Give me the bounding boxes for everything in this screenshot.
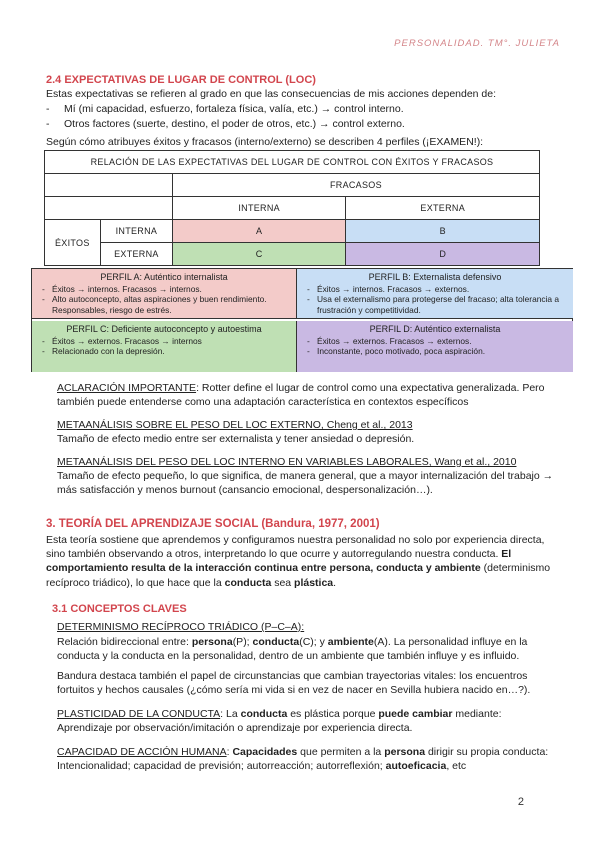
perfiles-grid bbox=[31, 268, 573, 372]
perfil-a-line: - Éxitos → internos. Fracasos → internos. bbox=[40, 284, 288, 295]
perfil-b-box bbox=[297, 269, 573, 319]
cell-perfil-b: B bbox=[346, 220, 540, 243]
meta1-heading: METAANÁLISIS SOBRE EL PESO DEL LOC EXTERNO, Cheng et al., 2013 bbox=[57, 419, 413, 431]
table-header-fracasos: FRACASOS bbox=[172, 174, 539, 197]
table-row-externa: EXTERNA bbox=[100, 243, 172, 266]
perfil-a-line: - Alto autoconcepto, altas aspiraciones y buen rendimiento. Responsables, riesgo de estrés. bbox=[40, 294, 288, 315]
perfil-a-box bbox=[32, 269, 297, 319]
page-number: 2 bbox=[517, 796, 524, 808]
table-title: RELACIÓN DE LAS EXPECTATIVAS DEL LUGAR DE CONTROL CON ÉXITOS Y FRACASOS bbox=[45, 151, 540, 174]
perfil-b-line: - Éxitos → internos. Fracasos → externos. bbox=[305, 284, 565, 295]
meta1-text: Tamaño de efecto medio entre ser externalista y tener ansiedad o depresión. bbox=[57, 433, 415, 445]
meta2-text: Tamaño de efecto pequeño, lo que significa, de manera general, que a mayor internalización del trabajo → más satisfacción y menos burnout (cansancio emocional, despersonalización…). bbox=[57, 470, 554, 497]
loc-relation-table bbox=[44, 150, 540, 266]
perfil-d-title: PERFIL D: Auténtico externalista bbox=[369, 324, 501, 334]
cell-perfil-c: C bbox=[172, 243, 346, 266]
bandura-text: Bandura destaca también el papel de circunstancias que cambian trayectorias vitales: los encuentros fortuitos y hechos causales (¿cómo sería mi vida si en vez de nacer en Sevilla hubiera nacido en…?). bbox=[57, 670, 531, 697]
perfil-b-title: PERFIL B: Externalista defensivo bbox=[368, 272, 502, 282]
section-3-1-title: 3.1 CONCEPTOS CLAVES bbox=[52, 603, 187, 615]
perfil-a-title: PERFIL A: Auténtico internalista bbox=[100, 272, 228, 282]
plasticidad-paragraph: PLASTICIDAD DE LA CONDUCTA: La conducta es plástica porque puede cambiar mediante: Aprendizaje por observación/imitación o aprendizaje por experiencia directa. bbox=[57, 708, 502, 735]
determinismo-heading: DETERMINISMO RECÍPROCO TRIÁDICO (P–C–A): bbox=[57, 621, 305, 633]
perfil-d-box bbox=[297, 321, 573, 372]
aclaracion-label: ACLARACIÓN IMPORTANTE bbox=[57, 382, 197, 394]
table-header-externa: EXTERNA bbox=[346, 197, 540, 220]
capacidad-paragraph: CAPACIDAD DE ACCIÓN HUMANA: Capacidades que permiten a la persona dirigir su propia conducta: Intencionalidad; capacidad de previsión; autorreacción; autorreflexión; autoeficacia, etc bbox=[57, 746, 549, 773]
document-header-title: PERSONALIDAD. TM°. JULIETA bbox=[394, 38, 560, 49]
meta2-heading: METAANÁLISIS DEL PESO DEL LOC INTERNO EN VARIABLES LABORALES, Wang et al., 2010 bbox=[57, 456, 517, 468]
table-empty-cell bbox=[45, 174, 173, 197]
section-2-4-intro: Estas expectativas se refieren al grado en que las consecuencias de mis acciones dependen de: bbox=[46, 88, 497, 100]
aclaracion-paragraph: ACLARACIÓN IMPORTANTE: Rotter define el lugar de control como una expectativa generalizada. Pero también puede entenderse como una adaptación característica en contextos específicos bbox=[57, 382, 545, 409]
determinismo-text: Relación bidireccional entre: persona(P); conducta(C); y ambiente(A). La personalidad influye en la conducta y la conducta en la personalidad, dentro de un ambiente que también influye y es influido. bbox=[57, 636, 528, 663]
section-3-title: 3. TEORÍA DEL APRENDIZAJE SOCIAL (Bandura, 1977, 2001) bbox=[46, 518, 380, 530]
perfil-c-title: PERFIL C: Deficiente autoconcepto y autoestima bbox=[66, 324, 262, 334]
cell-perfil-a: A bbox=[172, 220, 346, 243]
table-empty-cell bbox=[45, 197, 173, 220]
perfil-c-line: - Éxitos → externos. Fracasos → internos bbox=[40, 336, 288, 347]
bullet-control-interno: - Mí (mi capacidad, esfuerzo, fortaleza física, valía, etc.) → control interno. bbox=[46, 103, 404, 115]
bullet-control-externo: - Otros factores (suerte, destino, el poder de otros, etc.) → control externo. bbox=[46, 118, 405, 130]
perfil-b-line: - Usa el externalismo para protegerse del fracaso; alta tolerancia a frustración y competitividad. bbox=[305, 294, 565, 315]
table-header-interna: INTERNA bbox=[172, 197, 346, 220]
perfil-d-line: - Inconstante, poco motivado, poca aspiración. bbox=[305, 346, 565, 357]
perfil-d-line: - Éxitos → externos. Fracasos → externos. bbox=[305, 336, 565, 347]
section-3-paragraph: Esta teoría sostiene que aprendemos y configuramos nuestra personalidad no solo por experiencia directa, sino también observando a otros, interpretando lo que ocurre y autorregulando nuestra conducta. El comportamiento resulta de la interacción continua entre persona, conducta y ambiente (determinismo recíproco triádico), lo que hace que la conducta sea plástica. bbox=[46, 534, 551, 589]
perfil-c-box bbox=[32, 321, 297, 372]
table-header-exitos: ÉXITOS bbox=[45, 220, 101, 266]
cell-perfil-d: D bbox=[346, 243, 540, 266]
section-2-4-title: 2.4 EXPECTATIVAS DE LUGAR DE CONTROL (LOC) bbox=[46, 74, 316, 86]
perfiles-intro: Según cómo atribuyes éxitos y fracasos (interno/externo) se describen 4 perfiles (¡EXAMEN!): bbox=[46, 136, 484, 148]
table-row-interna: INTERNA bbox=[100, 220, 172, 243]
perfil-c-line: - Relacionado con la depresión. bbox=[40, 346, 288, 357]
